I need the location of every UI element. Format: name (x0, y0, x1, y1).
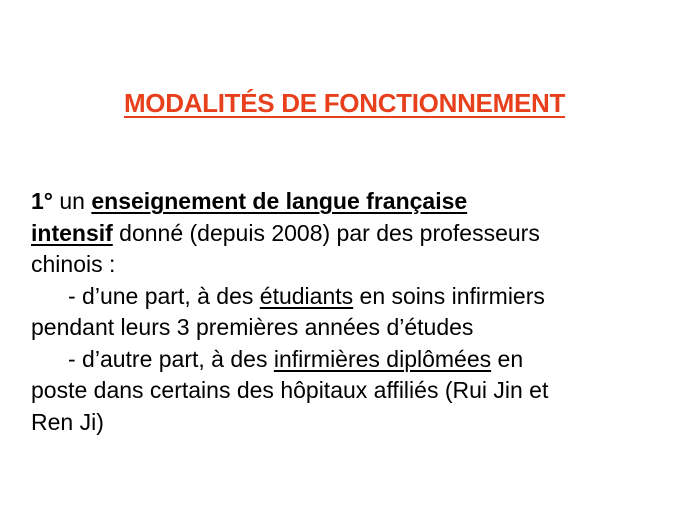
text-segment: un (53, 188, 92, 214)
line-6 (31, 344, 671, 376)
line-7 (31, 375, 671, 407)
line-2 (31, 218, 671, 250)
text-segment: chinois : (31, 251, 116, 277)
line-5 (31, 312, 671, 344)
line-8 (31, 407, 671, 439)
body-paragraph (31, 186, 671, 438)
line-4 (31, 281, 671, 313)
text-segment: en (491, 345, 524, 372)
emphasis-intensive: intensif (31, 219, 113, 246)
line-3 (31, 249, 671, 281)
text-segment: Ren Ji) (31, 408, 104, 435)
line-1 (31, 186, 671, 218)
text-segment: - d’une part, à des (68, 282, 260, 309)
emphasis-teaching: enseignement de langue française (91, 188, 468, 214)
text-segment: en soins infirmiers (353, 282, 545, 309)
emphasis-students: étudiants (259, 282, 354, 309)
emphasis-nurses: infirmières diplômées (273, 345, 492, 372)
text-segment: - d’autre part, à des (68, 345, 274, 372)
slide-title: MODALITÉS DE FONCTIONNEMENT (123, 88, 566, 118)
text-segment: poste dans certains des hôpitaux affiliés (Rui Jin et (31, 377, 549, 403)
item-number: 1° (31, 188, 53, 214)
text-segment: pendant leurs 3 premières années d’études (31, 314, 474, 340)
text-segment: donné (depuis 2008) par des professeurs (112, 219, 540, 246)
